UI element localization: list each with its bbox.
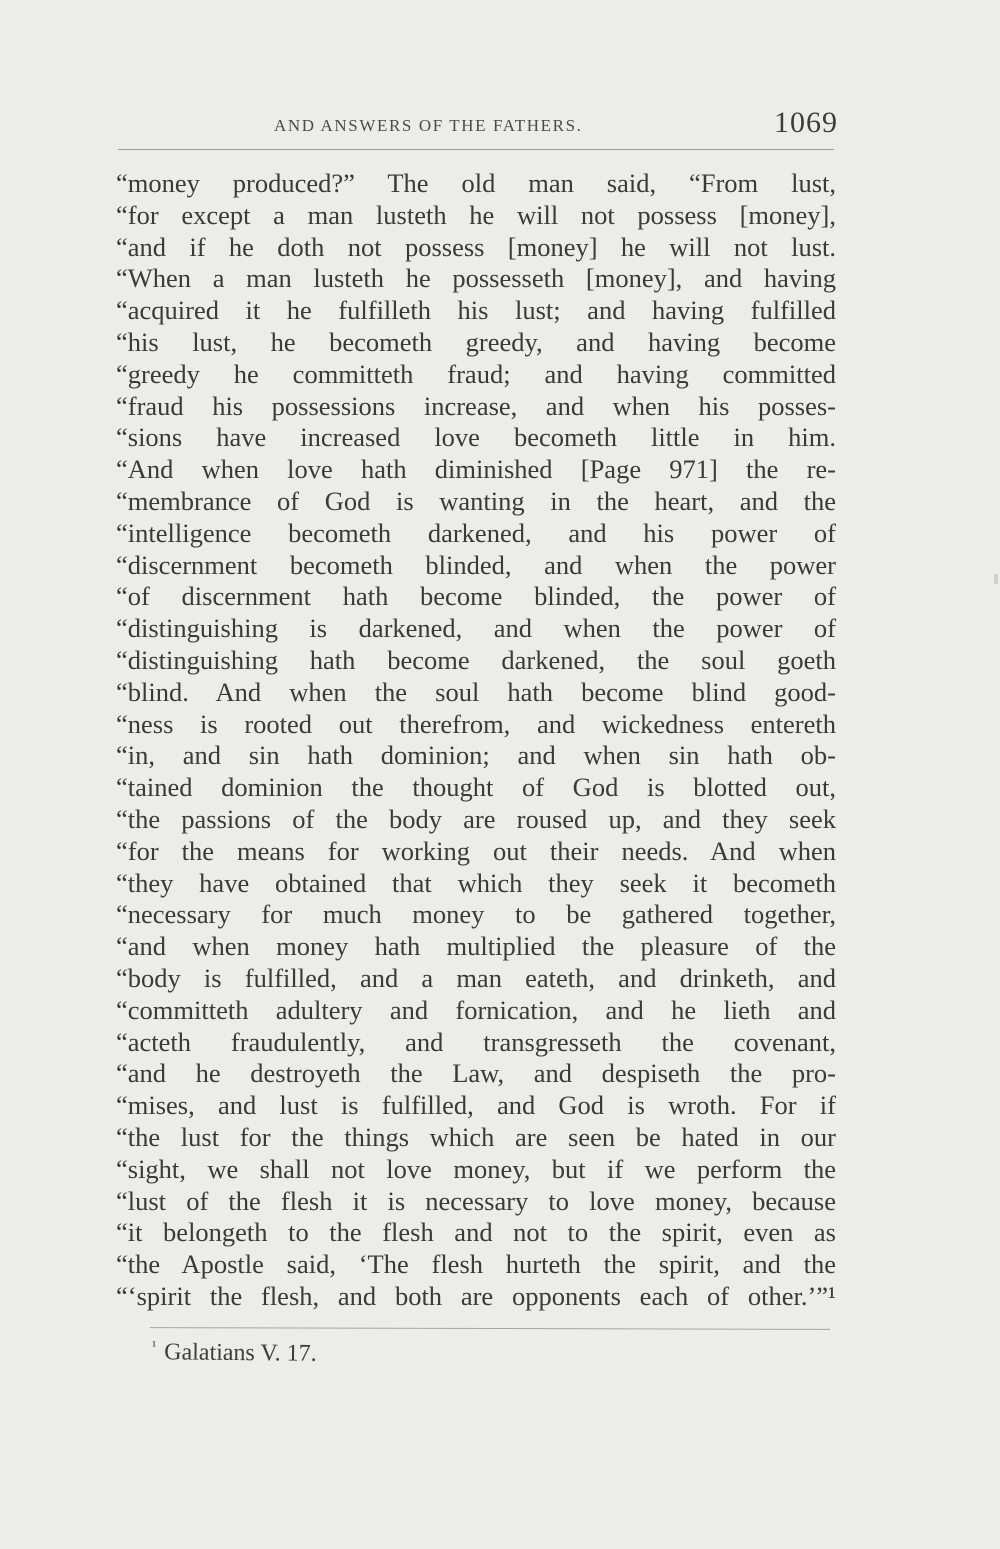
text-line: “distinguishing hath become darkened, the soul goeth: [116, 644, 836, 675]
text-line: “And when love hath diminished [Page 971] the re-: [116, 454, 836, 485]
text-line: “sions have increased love becometh little in him.: [116, 422, 836, 453]
text-line: “body is fulfilled, and a man eateth, and drinketh, and: [116, 962, 836, 993]
footnote: [152, 1339, 317, 1368]
text-line: “sight, we shall not love money, but if we perform the: [116, 1153, 836, 1184]
footnote-rule: [150, 1327, 830, 1330]
text-line: “and when money hath multiplied the pleasure of the: [116, 931, 836, 962]
text-line: “fraud his possessions increase, and when his posses-: [116, 390, 836, 421]
running-head: [118, 106, 838, 148]
text-line: “acquired it he fulfilleth his lust; and having fulfilled: [116, 295, 836, 326]
body-text: [116, 168, 836, 1313]
text-line: “money produced?” The old man said, “From lust,: [116, 168, 836, 198]
text-line: “intelligence becometh darkened, and his power of: [116, 517, 836, 548]
text-line: “of discernment hath become blinded, the power of: [116, 581, 836, 612]
text-line: “the Apostle said, ‘The flesh hurteth the spirit, and the: [116, 1249, 836, 1280]
text-line: “for the means for working out their needs. And when: [116, 835, 836, 866]
text-line: “membrance of God is wanting in the heart, and the: [116, 485, 836, 516]
text-line: “‘spirit the flesh, and both are opponents each of other.’”¹: [116, 1280, 836, 1311]
running-title: AND ANSWERS OF THE FATHERS.: [274, 116, 583, 135]
text-line: “When a man lusteth he possesseth [money], and having: [116, 263, 836, 294]
text-line: “for except a man lusteth he will not possess [money],: [116, 199, 836, 230]
text-line: “lust of the flesh it is necessary to love money, because: [116, 1185, 836, 1216]
text-line: “acteth fraudulently, and transgresseth the covenant,: [116, 1026, 836, 1057]
page-edge-mark: [994, 574, 998, 584]
text-line: “his lust, he becometh greedy, and having become: [116, 326, 836, 357]
footnote-text: Galatians V. 17.: [164, 1339, 317, 1367]
footnote-marker: ¹: [151, 1339, 157, 1355]
text-line: “the lust for the things which are seen be hated in our: [116, 1121, 836, 1152]
page-number: 1069: [774, 106, 838, 139]
text-line: “necessary for much money to be gathered together,: [116, 899, 836, 930]
text-line: “and he destroyeth the Law, and despiseth the pro-: [116, 1058, 836, 1089]
text-line: “ness is rooted out therefrom, and wickedness entereth: [116, 708, 836, 739]
text-line: “in, and sin hath dominion; and when sin hath ob-: [116, 740, 836, 771]
header-rule: [118, 149, 834, 150]
text-line: “mises, and lust is fulfilled, and God is wroth. For if: [116, 1090, 836, 1121]
text-line: “they have obtained that which they seek it becometh: [116, 867, 836, 898]
text-line: “discernment becometh blinded, and when the power: [116, 549, 836, 580]
text-line: “committeth adultery and fornication, and he lieth and: [116, 994, 836, 1025]
text-line: “greedy he committeth fraud; and having committed: [116, 358, 836, 389]
text-line: “and if he doth not possess [money] he will not lust.: [116, 231, 836, 262]
text-line: “it belongeth to the flesh and not to the spirit, even as: [116, 1217, 836, 1248]
text-line: “distinguishing is darkened, and when the power of: [116, 613, 836, 644]
text-line: “the passions of the body are roused up, and they seek: [116, 803, 836, 834]
text-line: “blind. And when the soul hath become blind good-: [116, 676, 836, 707]
text-line: “tained dominion the thought of God is blotted out,: [116, 772, 836, 803]
